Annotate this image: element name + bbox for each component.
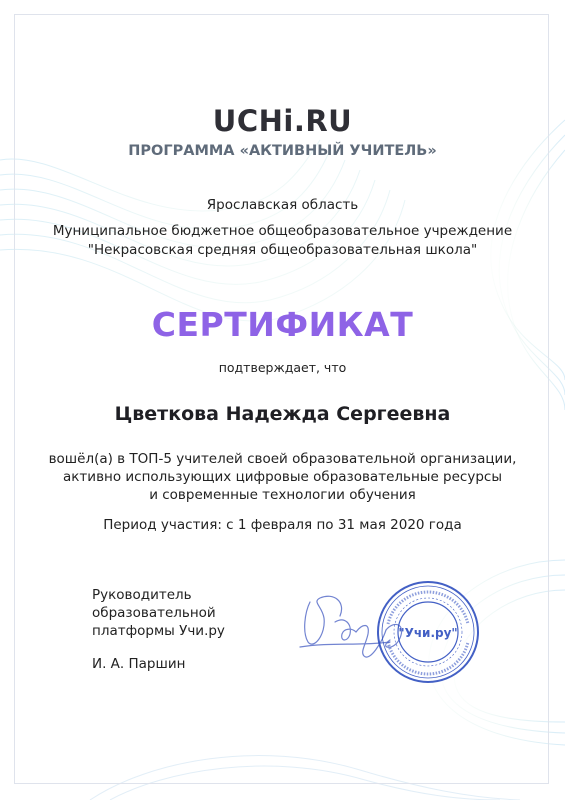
- confirms-text: подтверждает, что: [218, 360, 347, 375]
- signer-title-line-1: Руководитель: [92, 587, 192, 603]
- signer-name: И. А. Паршин: [92, 656, 186, 672]
- certificate-title: СЕРТИФИКАТ: [151, 305, 414, 344]
- uchi-ru-logo: UCHi.RU: [212, 104, 353, 138]
- stamp-center-text: "Учи.ру": [398, 626, 458, 640]
- signer-title: [92, 586, 292, 640]
- organization-line-2: "Некрасовская средняя общеобразовательная школа": [87, 242, 478, 258]
- achievement-description: [0, 450, 565, 504]
- description-line-1: вошёл(а) в ТОП-5 учителей своей образовательной организации,: [48, 451, 517, 467]
- program-title: ПРОГРАММА «АКТИВНЫЙ УЧИТЕЛЬ»: [128, 143, 437, 159]
- stamp-and-signature: [290, 572, 490, 692]
- signer-title-line-2: образовательной: [92, 605, 216, 621]
- description-line-2: активно использующих цифровые образовательные ресурсы: [63, 469, 502, 485]
- organization-line-1: Муниципальное бюджетное общеобразовательное учреждение: [52, 223, 513, 239]
- region-label: Ярославская область: [206, 197, 359, 213]
- recipient-name: Цветкова Надежда Сергеевна: [114, 403, 451, 425]
- organization-name: [0, 222, 565, 260]
- participation-period: Период участия: с 1 февраля по 31 мая 2020 года: [103, 517, 462, 533]
- round-stamp: [378, 582, 478, 682]
- signer-title-line-3: платформы Учи.ру: [92, 623, 225, 639]
- description-line-3: и современные технологии обучения: [149, 487, 416, 503]
